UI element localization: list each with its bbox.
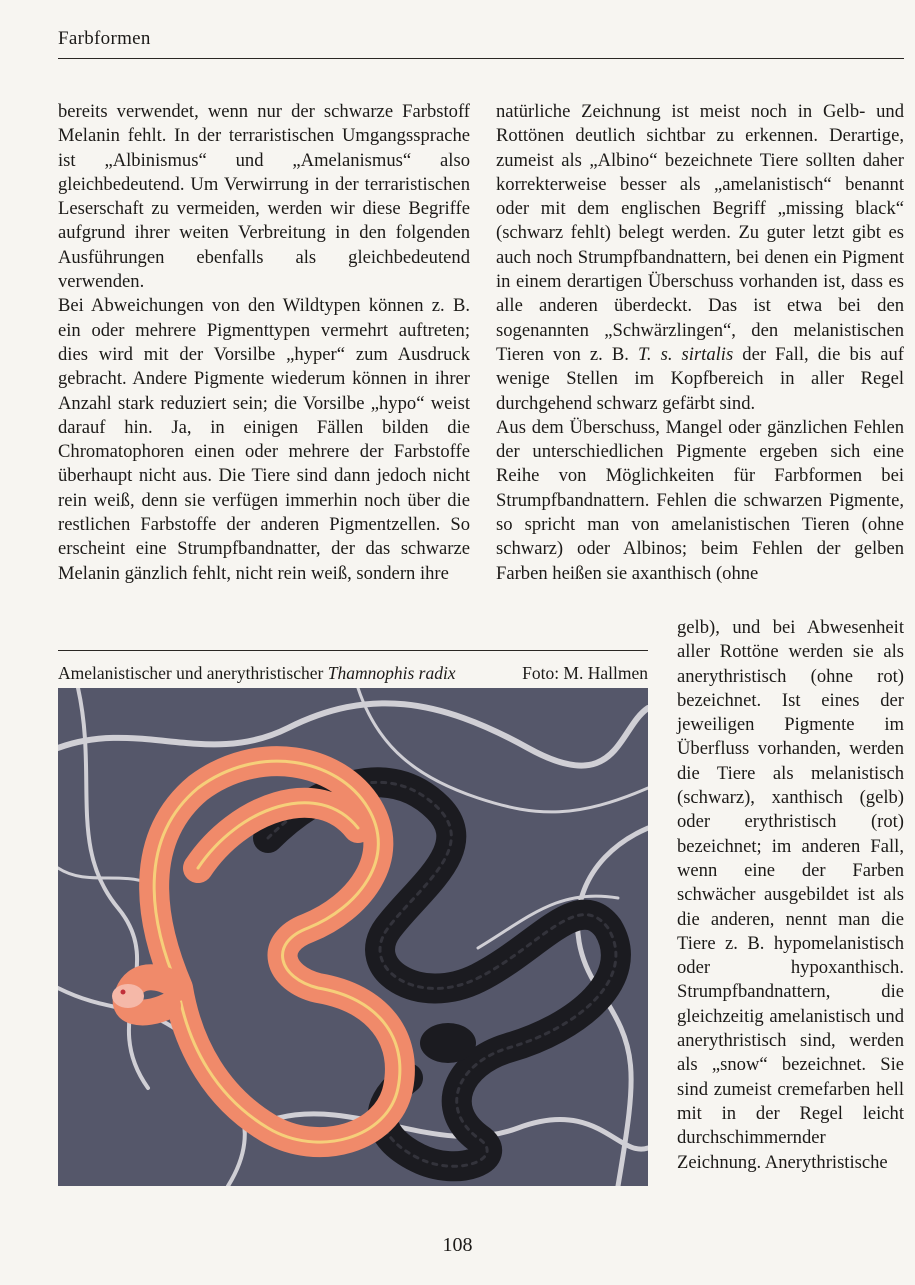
left-paragraph-1: bereits verwendet, wenn nur der schwarze Farbstoff Melanin fehlt. In der terraristischen Umgangssprache ist „Albinismus“ und „Amelanismus“ also gleichbedeutend. Um Verwirrung in der terraristischen Leserschaft zu vermeiden, werden wir diese Begriffe aufgrund ihrer weiten Verbreitung in den folgenden Ausführungen ebenfalls als gleichbedeutend verwenden. [58, 101, 470, 293]
right-paragraph-1 [496, 100, 904, 416]
right-text-column [496, 100, 904, 586]
right-paragraph-1-text-a: natürliche Zeichnung ist meist noch in Gelb- und Rottönen deutlich sichtbar zu erkennen. Derartige, zumeist als „Albino“ bezeichnete Tiere sollten daher korrekterweise besser als „amelanistisch“ benannt oder mit dem englischen Begriff „missing black“ (schwarz fehlt) belegt werden. Zu guter letzt gibt es auch noch Strumpfbandnattern, bei denen ein Pigment in einem derartigen Überschuss vorhanden ist, dass es alle anderen überdeckt. Das ist etwa bei den sogenannten „Schwärzlingen“, den melanistischen Tieren von z. B. [496, 101, 904, 365]
photo-credit: Foto: M. Hallmen [522, 663, 648, 683]
right-paragraph-2: Aus dem Überschuss, Mangel oder gänzlichen Fehlen der unterschiedlichen Pigmente ergeben sich eine Reihe von Möglichkeiten für Farbformen bei Strumpfbandnattern. Fehlen die schwarzen Pigmente, so spricht man von amelanistischen Tieren (ohne schwarz) oder Albinos; beim Fehlen der gelben Farben heißen sie axanthisch (ohne [496, 416, 904, 584]
species-name-italic: T. s. sirtalis [637, 343, 734, 365]
figure-caption [58, 662, 648, 684]
wrapped-text-beside-figure [677, 616, 904, 1175]
caption-species: Thamnophis radix [327, 663, 456, 683]
page-number: 108 [442, 1234, 473, 1256]
header-rule [58, 58, 904, 59]
caption-text: Amelanistischer und anerythristischer [58, 663, 328, 683]
snake-photo [58, 688, 648, 1186]
wrapped-paragraph: gelb), und bei Abwesenheit aller Rottöne werden sie als anerythristisch (ohne rot) bezeichnet. Ist eines der jeweiligen Pigmente im Überfluss vorhanden, werden die Tiere als melanistisch (schwarz), xanthisch (gelb) oder erythristisch (rot) bezeichnet; im anderen Fall, wenn eine der Farben schwächer ausgebildet ist als die anderen, nennt man die Tiere z. B. hypomelanistisch oder hypoxanthisch. Strumpfbandnattern, die gleichzeitig amelanistisch und anerythristisch sind, werden als „snow“ bezeichnet. Sie sind zumeist cremefarben hell mit in der Regel leicht durchschimmernder Zeichnung. Anerythristische [677, 617, 904, 1173]
left-text-column [58, 100, 470, 586]
snake-photo-illustration [58, 688, 648, 1186]
figure-rule [58, 650, 648, 651]
running-header-title: Farbformen [58, 28, 151, 49]
left-paragraph-2: Bei Abweichungen von den Wildtypen können z. B. ein oder mehrere Pigmenttypen vermehrt auftreten; dies wird mit der Vorsilbe „hyper“ zum Ausdruck gebracht. Andere Pigmente wiederum können in ihrer Anzahl stark reduziert sein; die Vorsilbe „hypo“ weist darauf hin. Ja, in einigen Fällen bilden die Chromatophoren einen oder mehrere der Farbstoffe überhaupt nicht aus. Die Tiere sind dann jedoch nicht rein weiß, denn sie verfügen immerhin noch über die restlichen Farbstoffe der anderen Pigmentzellen. So erscheint eine Strumpfbandnatter, der das schwarze Melanin gänzlich fehlt, nicht rein weiß, sondern ihre [58, 295, 470, 584]
right-paragraph-1-text-b: der Fall, die bis auf wenige Stellen im Kopfbereich in aller Regel durchgehend schwarz gefärbt sind. [496, 343, 904, 414]
